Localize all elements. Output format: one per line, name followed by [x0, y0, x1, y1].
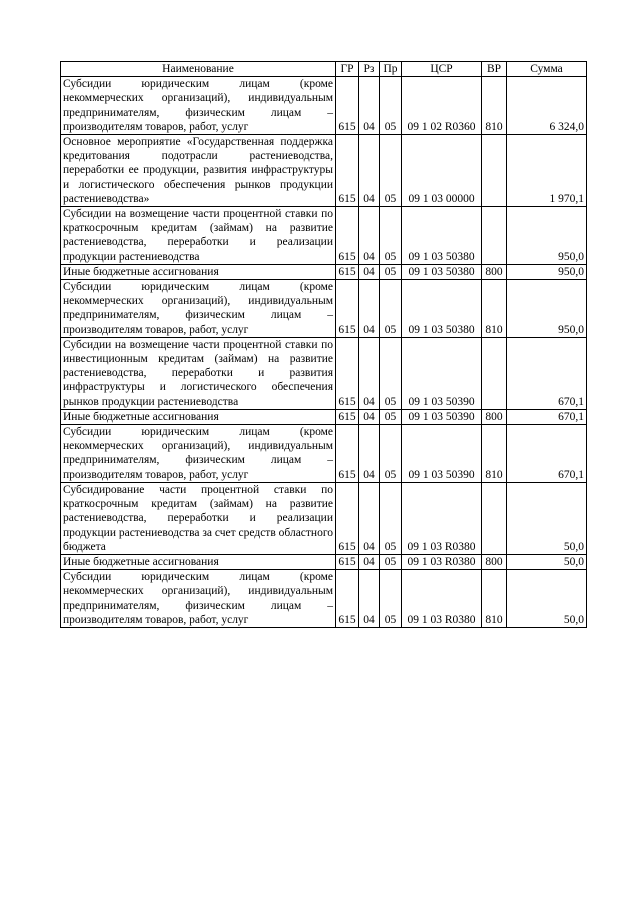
row-rz: 04 [359, 554, 380, 569]
row-rz: 04 [359, 482, 380, 554]
row-gr: 615 [336, 554, 359, 569]
row-vr: 800 [482, 264, 507, 279]
row-pr: 05 [380, 337, 402, 409]
header-name: Наименование [61, 62, 336, 77]
table-row [61, 425, 587, 483]
row-pr: 05 [380, 570, 402, 628]
table-row [61, 570, 587, 628]
row-csr: 09 1 03 50390 [402, 409, 482, 424]
row-name: Иные бюджетные ассигнования [61, 409, 336, 424]
header-sum: Сумма [507, 62, 587, 77]
row-name: Иные бюджетные ассигнования [61, 554, 336, 569]
table-header-row [61, 62, 587, 77]
row-name: Иные бюджетные ассигнования [61, 264, 336, 279]
row-pr: 05 [380, 482, 402, 554]
table-row [61, 135, 587, 207]
row-name: Субсидии на возмещение части процентной ставки по инвестиционным кредитам (займам) на развитие растениеводства, переработки и развития инфраструктуры и логистического обеспечения рынков продукции растениеводства [61, 337, 336, 409]
row-vr: 800 [482, 554, 507, 569]
row-rz: 04 [359, 264, 380, 279]
row-vr: 810 [482, 280, 507, 338]
table-row [61, 77, 587, 135]
row-gr: 615 [336, 280, 359, 338]
row-csr: 09 1 03 R0380 [402, 570, 482, 628]
row-pr: 05 [380, 425, 402, 483]
row-csr: 09 1 03 50380 [402, 280, 482, 338]
row-gr: 615 [336, 482, 359, 554]
row-gr: 615 [336, 570, 359, 628]
row-gr: 615 [336, 135, 359, 207]
row-pr: 05 [380, 77, 402, 135]
row-rz: 04 [359, 207, 380, 265]
row-pr: 05 [380, 409, 402, 424]
row-vr: 800 [482, 409, 507, 424]
row-sum: 50,0 [507, 570, 587, 628]
row-rz: 04 [359, 570, 380, 628]
row-vr: 810 [482, 425, 507, 483]
row-vr [482, 337, 507, 409]
table-row [61, 280, 587, 338]
row-csr: 09 1 03 50380 [402, 264, 482, 279]
row-csr: 09 1 03 R0380 [402, 554, 482, 569]
row-vr [482, 135, 507, 207]
row-sum: 6 324,0 [507, 77, 587, 135]
row-pr: 05 [380, 207, 402, 265]
row-gr: 615 [336, 425, 359, 483]
table-row [61, 264, 587, 279]
header-rz: Рз [359, 62, 380, 77]
row-rz: 04 [359, 77, 380, 135]
row-gr: 615 [336, 77, 359, 135]
row-pr: 05 [380, 135, 402, 207]
row-vr: 810 [482, 77, 507, 135]
row-name: Субсидии на возмещение части процентной ставки по краткосрочным кредитам (займам) на развитие растениеводства, переработки и реализации продукции растениеводства [61, 207, 336, 265]
header-vr: ВР [482, 62, 507, 77]
row-rz: 04 [359, 337, 380, 409]
row-sum: 1 970,1 [507, 135, 587, 207]
row-sum: 950,0 [507, 264, 587, 279]
row-csr: 09 1 03 50390 [402, 425, 482, 483]
row-rz: 04 [359, 135, 380, 207]
row-pr: 05 [380, 264, 402, 279]
row-sum: 670,1 [507, 409, 587, 424]
row-csr: 09 1 03 R0380 [402, 482, 482, 554]
row-name: Основное мероприятие «Государственная поддержка кредитования подотрасли растениеводства, переработки ее продукции, развития инфраструктуры и логистического обеспечения рынков продукции растениеводства» [61, 135, 336, 207]
row-csr: 09 1 03 00000 [402, 135, 482, 207]
table-row [61, 207, 587, 265]
row-vr: 810 [482, 570, 507, 628]
row-pr: 05 [380, 280, 402, 338]
table-row [61, 554, 587, 569]
row-gr: 615 [336, 337, 359, 409]
row-pr: 05 [380, 554, 402, 569]
table-row [61, 409, 587, 424]
row-rz: 04 [359, 425, 380, 483]
table-row [61, 482, 587, 554]
row-gr: 615 [336, 264, 359, 279]
header-pr: Пр [380, 62, 402, 77]
row-sum: 50,0 [507, 554, 587, 569]
row-name: Субсидии юридическим лицам (кроме некоммерческих организаций), индивидуальным предпринимателям, физическим лицам – производителям товаров, работ, услуг [61, 77, 336, 135]
row-sum: 950,0 [507, 207, 587, 265]
row-rz: 04 [359, 409, 380, 424]
header-gr: ГР [336, 62, 359, 77]
table-row [61, 337, 587, 409]
row-name: Субсидии юридическим лицам (кроме некоммерческих организаций), индивидуальным предпринимателям, физическим лицам – производителям товаров, работ, услуг [61, 280, 336, 338]
row-vr [482, 482, 507, 554]
header-csr: ЦСР [402, 62, 482, 77]
row-name: Субсидии юридическим лицам (кроме некоммерческих организаций), индивидуальным предпринимателям, физическим лицам – производителям товаров, работ, услуг [61, 570, 336, 628]
row-name: Субсидирование части процентной ставки по краткосрочным кредитам (займам) на развитие растениеводства, переработки и реализации продукции растениеводства за счет средств областного бюджета [61, 482, 336, 554]
row-csr: 09 1 02 R0360 [402, 77, 482, 135]
row-sum: 50,0 [507, 482, 587, 554]
row-sum: 950,0 [507, 280, 587, 338]
row-rz: 04 [359, 280, 380, 338]
row-name: Субсидии юридическим лицам (кроме некоммерческих организаций), индивидуальным предпринимателям, физическим лицам – производителям товаров, работ, услуг [61, 425, 336, 483]
budget-table [60, 61, 587, 628]
row-sum: 670,1 [507, 425, 587, 483]
row-csr: 09 1 03 50380 [402, 207, 482, 265]
row-sum: 670,1 [507, 337, 587, 409]
row-gr: 615 [336, 207, 359, 265]
row-gr: 615 [336, 409, 359, 424]
row-vr [482, 207, 507, 265]
row-csr: 09 1 03 50390 [402, 337, 482, 409]
